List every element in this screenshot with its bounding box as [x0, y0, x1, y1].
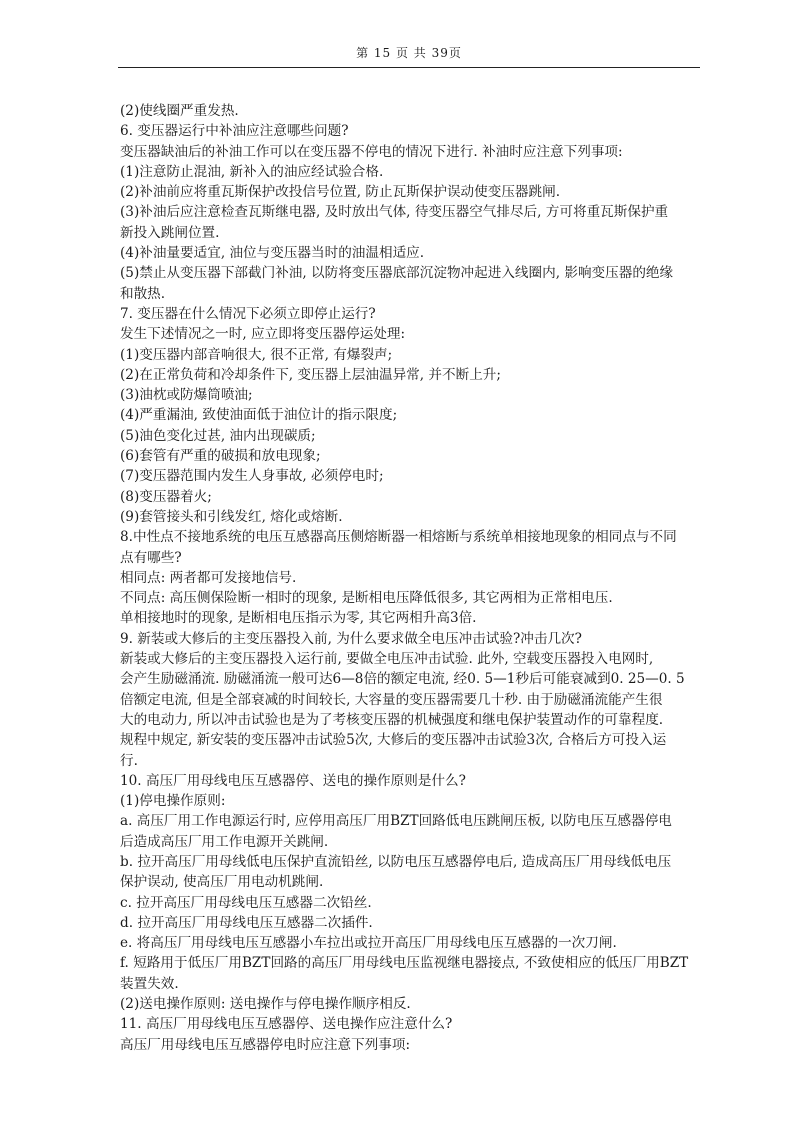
text-line: (1)变压器内部音响很大, 很不正常, 有爆裂声; [120, 346, 393, 363]
text-line: (2)使线圈严重发热. [120, 103, 239, 119]
page-header: 第 15 页 共 39页 [118, 44, 700, 68]
text-line: 高压厂用母线电压互感器停电时应注意下列事项: [120, 1036, 411, 1053]
text-line: 行. [120, 752, 138, 769]
text-line: (3)油枕或防爆筒喷油; [120, 387, 253, 404]
text-line: 相同点: 两者都可发接地信号. [120, 569, 297, 586]
text-line: 变压器缺油后的补油工作可以在变压器不停电的情况下进行. 补油时应注意下列事项: [120, 143, 623, 160]
text-line: (2)在正常负荷和冷却条件下, 变压器上层油温异常, 并不断上升; [120, 366, 501, 383]
text-line: (5)禁止从变压器下部截门补油, 以防将变压器底部沉淀物冲起进入线圈内, 影响变压器的绝缘 [120, 265, 674, 282]
text-line: (2)送电操作原则: 送电操作与停电操作顺序相反. [120, 996, 411, 1013]
text-line: (9)套管接头和引线发红, 熔化或熔断. [120, 508, 343, 525]
text-line: (8)变压器着火; [120, 488, 212, 505]
text-line: (3)补油后应注意检查瓦斯继电器, 及时放出气体, 待变压器空气排尽后, 方可将重瓦斯保护重 [120, 204, 669, 221]
question-10-title: 10. 高压厂用母线电压互感器停、送电的操作原则是什么? [120, 772, 466, 789]
question-9-title: 9. 新装或大修后的主变压器投入前, 为什么要求做全电压冲击试验?冲击几次? [120, 630, 582, 647]
text-line: 不同点: 高压侧保险断一相时的现象, 是断相电压降低很多, 其它两相为正常相电压. [120, 590, 613, 607]
text-line: f. 短路用于低压厂用BZT回路的高压厂用母线电压监视继电器接点, 不致使相应的低压厂用BZT [120, 955, 689, 972]
text-line: c. 拉开高压厂用母线电压互感器二次铅丝. [120, 894, 372, 911]
text-line: 会产生励磁涌流. 励磁涌流一般可达6—8倍的额定电流, 经0. 5—1秒后可能衰减到0. 25—0. 5 [120, 671, 685, 688]
text-line: (1)停电操作原则: [120, 793, 226, 810]
text-line: (4)补油量要适宜, 油位与变压器当时的油温相适应. [120, 245, 425, 262]
question-6-title: 6. 变压器运行中补油应注意哪些问题? [120, 123, 349, 140]
question-8-title: 8.中性点不接地系统的电压互感器高压侧熔断器一相熔断与系统单相接地现象的相同点与不同 [120, 529, 677, 546]
text-line: (4)严重漏油, 致使油面低于油位计的指示限度; [120, 407, 398, 424]
text-line: 点有哪些? [120, 549, 182, 566]
text-line: 和散热. [120, 285, 166, 302]
question-7-title: 7. 变压器在什么情况下必须立即停止运行? [120, 305, 376, 322]
text-line: 后造成高压厂用工作电源开关跳闸. [120, 833, 329, 850]
text-line: b. 拉开高压厂用母线低电压保护直流铅丝, 以防电压互感器停电后, 造成高压厂用母线低电压 [120, 853, 672, 870]
document-body [120, 101, 710, 1055]
text-line: d. 拉开高压厂用母线电压互感器二次插件. [120, 914, 373, 931]
text-line: e. 将高压厂用母线电压互感器小车拉出或拉开高压厂用母线电压互感器的一次刀闸. [120, 935, 617, 952]
text-line: 保护误动, 使高压厂用电动机跳闸. [120, 874, 324, 891]
text-line: 规程中规定, 新安装的变压器冲击试验5次, 大修后的变压器冲击试验3次, 合格后方可投入运 [120, 732, 667, 749]
question-11-title: 11. 高压厂用母线电压互感器停、送电操作应注意什么? [120, 1016, 453, 1033]
text-line: 发生下述情况之一时, 应立即将变压器停运处理: [120, 326, 406, 343]
text-line: 单相接地时的现象, 是断相电压指示为零, 其它两相升高3倍. [120, 610, 477, 627]
text-line: (5)油色变化过甚, 油内出现碳质; [120, 427, 316, 444]
text-line: (6)套管有严重的破损和放电现象; [120, 448, 321, 465]
text-line: 大的电动力, 所以冲击试验也是为了考核变压器的机械强度和继电保护装置动作的可靠程度. [120, 711, 664, 728]
text-line: (1)注意防止混油, 新补入的油应经试验合格. [120, 163, 384, 180]
text-line: 倍额定电流, 但是全部衰减的时间较长, 大容量的变压器需要几十秒. 由于励磁涌流能产生很 [120, 691, 663, 708]
text-line: (2)补油前应将重瓦斯保护改投信号位置, 防止瓦斯保护误动使变压器跳闸. [120, 184, 561, 201]
text-line: (7)变压器范围内发生人身事故, 必须停电时; [120, 468, 384, 485]
text-line: 新装或大修后的主变压器投入运行前, 要做全电压冲击试验. 此外, 空载变压器投入电网时, [120, 651, 654, 668]
text-line: 新投入跳闸位置. [120, 224, 220, 241]
text-line: a. 高压厂用工作电源运行时, 应停用高压厂用BZT回路低电压跳闸压板, 以防电压互感器停电 [120, 813, 672, 830]
text-line: 装置失效. [120, 975, 179, 992]
